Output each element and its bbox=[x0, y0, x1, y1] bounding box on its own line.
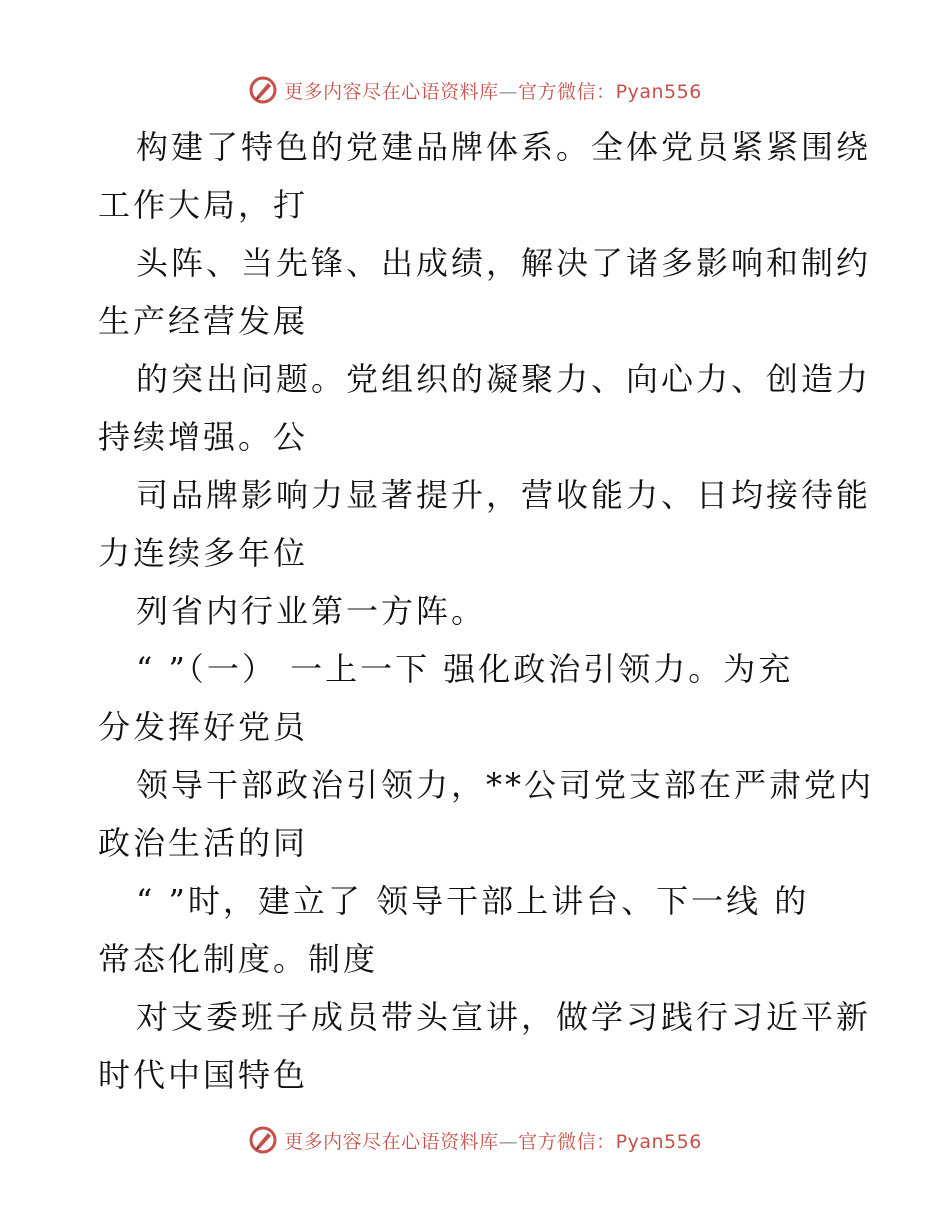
text-line: 生产经营发展 bbox=[98, 302, 309, 340]
text-line: 力连续多年位 bbox=[98, 534, 309, 572]
text-line: 工作大局，打 bbox=[98, 186, 309, 224]
document-body bbox=[98, 118, 875, 1104]
text-line: 持续增强。公 bbox=[98, 418, 309, 456]
footer-banner bbox=[0, 1120, 950, 1160]
text-line: 对支委班子成员带头宣讲，做学习践行习近平新 bbox=[136, 998, 872, 1036]
banner-main-text: 更多内容尽在心语资料库 bbox=[284, 80, 499, 103]
text-line: 分发挥好党员 bbox=[98, 708, 309, 746]
banner-main-text: 更多内容尽在心语资料库 bbox=[284, 1130, 499, 1153]
text-line: 领导干部政治引领力，**公司党支部在严肃党内 bbox=[136, 766, 875, 804]
text-line: 列省内行业第一方阵。 bbox=[136, 592, 487, 630]
text-line: 政治生活的同 bbox=[98, 824, 309, 862]
text-line: 司品牌影响力显著提升，营收能力、日均接待能 bbox=[136, 476, 872, 514]
pen-circle-logo-icon bbox=[248, 1125, 278, 1155]
text-line: 构建了特色的党建品牌体系。全体党员紧紧围绕 bbox=[136, 128, 872, 166]
text-line: 头阵、当先锋、出成绩，解决了诸多影响和制约 bbox=[136, 244, 872, 282]
banner-dash: — bbox=[498, 1130, 519, 1153]
text-line: 常态化制度。制度 bbox=[98, 940, 379, 978]
banner-text bbox=[284, 77, 702, 104]
text-line: “ ”（一） 一上一下 强化政治引领力。为充 bbox=[136, 650, 794, 688]
banner-suffix: 官方微信：Pyan556 bbox=[518, 80, 702, 103]
banner-text bbox=[284, 1127, 702, 1154]
banner-suffix: 官方微信：Pyan556 bbox=[518, 1130, 702, 1153]
text-line: 的突出问题。党组织的凝聚力、向心力、创造力 bbox=[136, 360, 872, 398]
text-line: 时代中国特色 bbox=[98, 1056, 309, 1094]
text-line: “ ”时，建立了 领导干部上讲台、下一线 的 bbox=[136, 882, 810, 920]
header-banner bbox=[0, 70, 950, 110]
pen-circle-logo-icon bbox=[248, 75, 278, 105]
banner-dash: — bbox=[498, 80, 519, 103]
